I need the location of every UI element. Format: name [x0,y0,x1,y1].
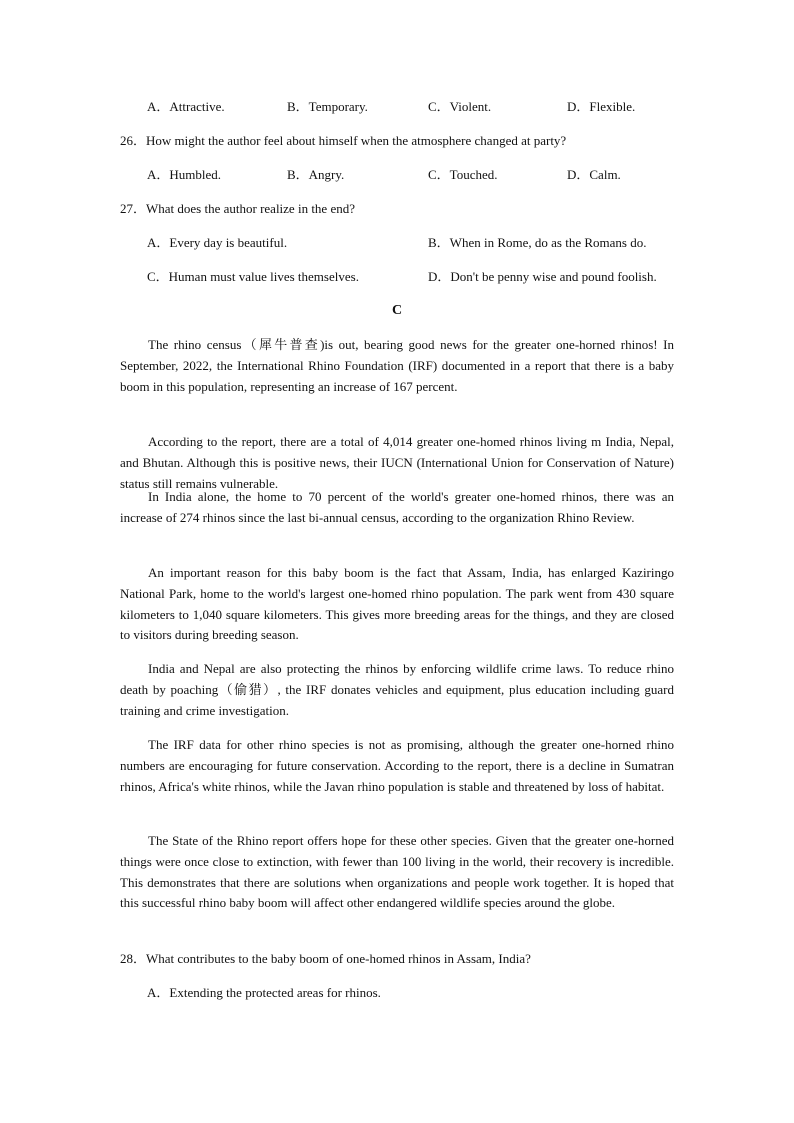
passage-paragraph-5: India and Nepal are also protecting the rhinos by enforcing wildlife crime laws. To reduce rhino death by poaching（偷猎）, the IRF donates vehicles and equipment, plus education including guard training and crime investigation. [120,661,674,718]
q27-option-c[interactable]: C．Human must value lives themselves. [147,269,359,284]
q28-question-row [0,949,794,969]
passage-paragraph-1: The rhino census（犀牛普查)is out, bearing good news for the greater one-horned rhinos! In September, 2022, the International Rhino Foundation (IRF) documented in a report that there is a baby boom in this population, representing an increase of 167 percent. [120,337,674,394]
q25-option-a[interactable]: A．Attractive. [147,99,225,114]
q26-option-b[interactable]: B．Angry. [287,167,345,182]
q27-options-row-2 [0,267,794,287]
q28-question: 28．What contributes to the baby boom of one-homed rhinos in Assam, India? [120,951,531,966]
q28-option-a[interactable]: A．Extending the protected areas for rhinos. [147,985,381,1000]
q26-option-d[interactable]: D．Calm. [567,167,621,182]
q27-option-a[interactable]: A．Every day is beautiful. [147,235,288,250]
q27-question-row [0,199,794,219]
passage-paragraph-3: In India alone, the home to 70 percent of the world's greater one-homed rhinos, there was an increase of 274 rhinos since the last bi-annual census, according to the organization Rhino Review. [120,489,674,525]
q26-option-a[interactable]: A．Humbled. [147,167,222,182]
passage-paragraph-4: An important reason for this baby boom is the fact that Assam, India, has enlarged Kaziringo National Park, home to the world's largest one-homed rhino population. The park went from 430 square kilometers to 1,040 square kilometers. This gives more breeding areas for the things, and they are closed to visitors during breeding season. [120,565,674,643]
q26-question: 26．How might the author feel about himself when the atmosphere changed at party? [120,133,567,148]
passage-paragraph-7: The State of the Rhino report offers hope for these other species. Given that the greater one-horned things were once close to extinction, with fewer than 100 living in the world, their recovery is incredible. This demonstrates that there are solutions when organizations and people work together. It is hoped that this successful rhino baby boom will affect other endangered wildlife species around the globe. [120,833,674,911]
q27-options-row-1 [0,233,794,253]
passage-section-letter: C [391,303,403,318]
q25-options [0,97,794,117]
q26-option-c[interactable]: C．Touched. [428,167,498,182]
q27-option-b[interactable]: B．When in Rome, do as the Romans do. [428,235,647,250]
q25-option-c[interactable]: C．Violent. [428,99,492,114]
q27-option-d[interactable]: D．Don't be penny wise and pound foolish. [428,269,657,284]
passage-paragraph-6: The IRF data for other rhino species is not as promising, although the greater one-horned rhino numbers are encouraging for future conservation. According to the report, there is a decline in Sumatran rhinos, Africa's white rhinos, while the Javan rhino population is stable and threatened by loss of habitat. [120,737,674,794]
q26-question-row [0,131,794,151]
q25-option-b[interactable]: B．Temporary. [287,99,368,114]
passage-paragraph-2: According to the report, there are a total of 4,014 greater one-homed rhinos living m India, Nepal, and Bhutan. Although this is positive news, their IUCN (International Union for Conservation of Nature) status still remains vulnerable. [120,434,674,491]
q25-option-d[interactable]: D．Flexible. [567,99,636,114]
q28-options [0,983,794,1003]
q27-question: 27．What does the author realize in the end? [120,201,355,216]
q26-options [0,165,794,185]
